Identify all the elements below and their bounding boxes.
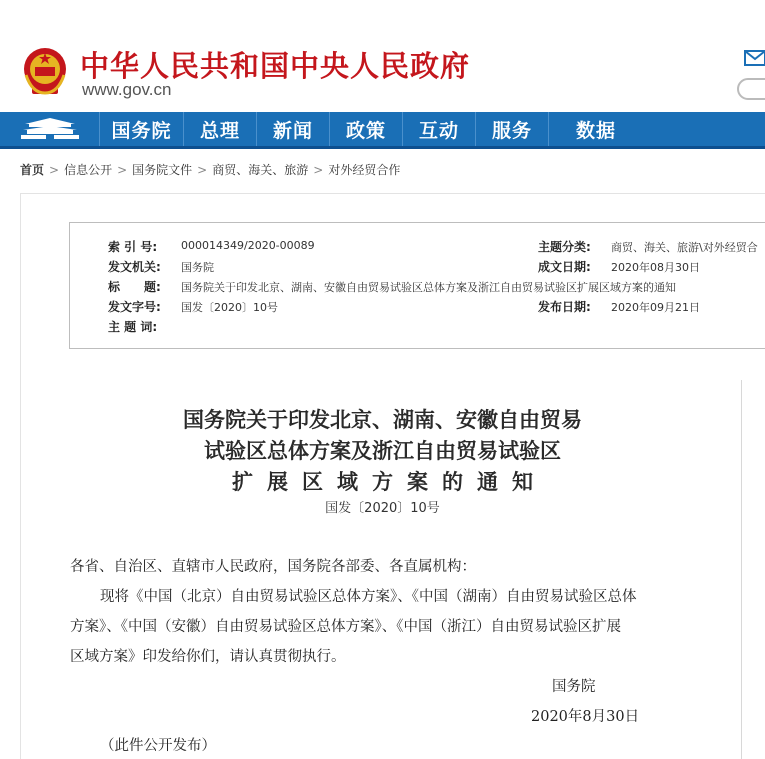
breadcrumb-home[interactable]: 首页 <box>20 163 45 177</box>
meta-title-label: 标 题: <box>108 280 161 294</box>
site-name[interactable]: 中华人民共和国中央人民政府 <box>80 49 471 83</box>
article-salutation: 各省、自治区、直辖市人民政府，国务院各部委、各直属机构： <box>70 559 476 575</box>
meta-published-value: 2020年09月21日 <box>611 301 700 314</box>
breadcrumb-separator: > <box>313 163 324 177</box>
main-nav <box>0 112 765 149</box>
site-url[interactable]: www.gov.cn <box>82 80 172 99</box>
meta-created-value: 2020年08月30日 <box>611 261 700 274</box>
meta-issuer-value: 国务院 <box>181 261 214 274</box>
article-title-line-3: 扩展区域方案的通知 <box>232 469 547 494</box>
article-date: 2020年8月30日 <box>531 709 640 725</box>
breadcrumb-foreign-trade[interactable]: 对外经贸合作 <box>328 163 401 177</box>
nav-item-interaction[interactable]: 互动 <box>403 112 476 146</box>
site-header <box>0 0 765 112</box>
meta-docno-label: 发文字号: <box>108 300 161 314</box>
breadcrumb-trade-customs-tourism[interactable]: 商贸、海关、旅游 <box>212 163 309 177</box>
article-body-line-2: 方案》、《中国（安徽）自由贸易试验区总体方案》、《中国（浙江）自由贸易试验区扩展 <box>70 619 621 635</box>
breadcrumb-separator: > <box>49 163 60 177</box>
nav-item-data[interactable]: 数据 <box>576 119 617 142</box>
meta-published-label: 发布日期: <box>538 300 591 314</box>
article-title-line-1: 国务院关于印发北京、湖南、安徽自由贸易 <box>183 407 582 432</box>
search-input[interactable] <box>737 78 765 100</box>
meta-created-label: 成文日期: <box>538 260 591 274</box>
nav-item-state-council[interactable]: 国务院 <box>100 112 184 146</box>
nav-item-news[interactable]: 新闻 <box>257 112 330 146</box>
meta-index-value: 000014349/2020-00089 <box>181 239 315 252</box>
article-signature: 国务院 <box>552 679 596 695</box>
article-title-line-2: 试验区总体方案及浙江自由贸易试验区 <box>204 438 561 463</box>
breadcrumb-council-documents[interactable]: 国务院文件 <box>132 163 193 177</box>
article-body-line-3: 区域方案》印发给你们，请认真贯彻执行。 <box>70 649 346 665</box>
breadcrumb <box>20 161 400 178</box>
meta-keywords-label: 主 题 词: <box>108 320 158 334</box>
meta-title-value: 国务院关于印发北京、湖南、安徽自由贸易试验区总体方案及浙江自由贸易试验区扩展区域方案的通知 <box>181 281 676 294</box>
nav-home-button[interactable] <box>0 112 100 146</box>
meta-topic-value: 商贸、海关、旅游\对外经贸合 <box>611 241 758 254</box>
meta-index-label: 索 引 号: <box>108 240 158 254</box>
breadcrumb-separator: > <box>117 163 128 177</box>
tiananmen-icon <box>19 117 81 141</box>
breadcrumb-info-disclosure[interactable]: 信息公开 <box>64 163 113 177</box>
article-publication-note: （此件公开发布） <box>100 738 216 754</box>
article-body-line-1: 现将《中国（北京）自由贸易试验区总体方案》、《中国（湖南）自由贸易试验区总体 <box>100 589 637 605</box>
nav-item-policy[interactable]: 政策 <box>330 112 403 146</box>
nav-item-services[interactable]: 服务 <box>476 112 549 146</box>
national-emblem-icon[interactable] <box>22 45 68 97</box>
breadcrumb-separator: > <box>197 163 208 177</box>
mail-icon[interactable] <box>744 50 765 66</box>
meta-docno-value: 国发〔2020〕10号 <box>181 301 278 314</box>
article-doc-number: 国发〔2020〕10号 <box>325 501 440 516</box>
nav-item-premier[interactable]: 总理 <box>184 112 257 146</box>
meta-topic-label: 主题分类: <box>538 240 591 254</box>
meta-issuer-label: 发文机关: <box>108 260 161 274</box>
